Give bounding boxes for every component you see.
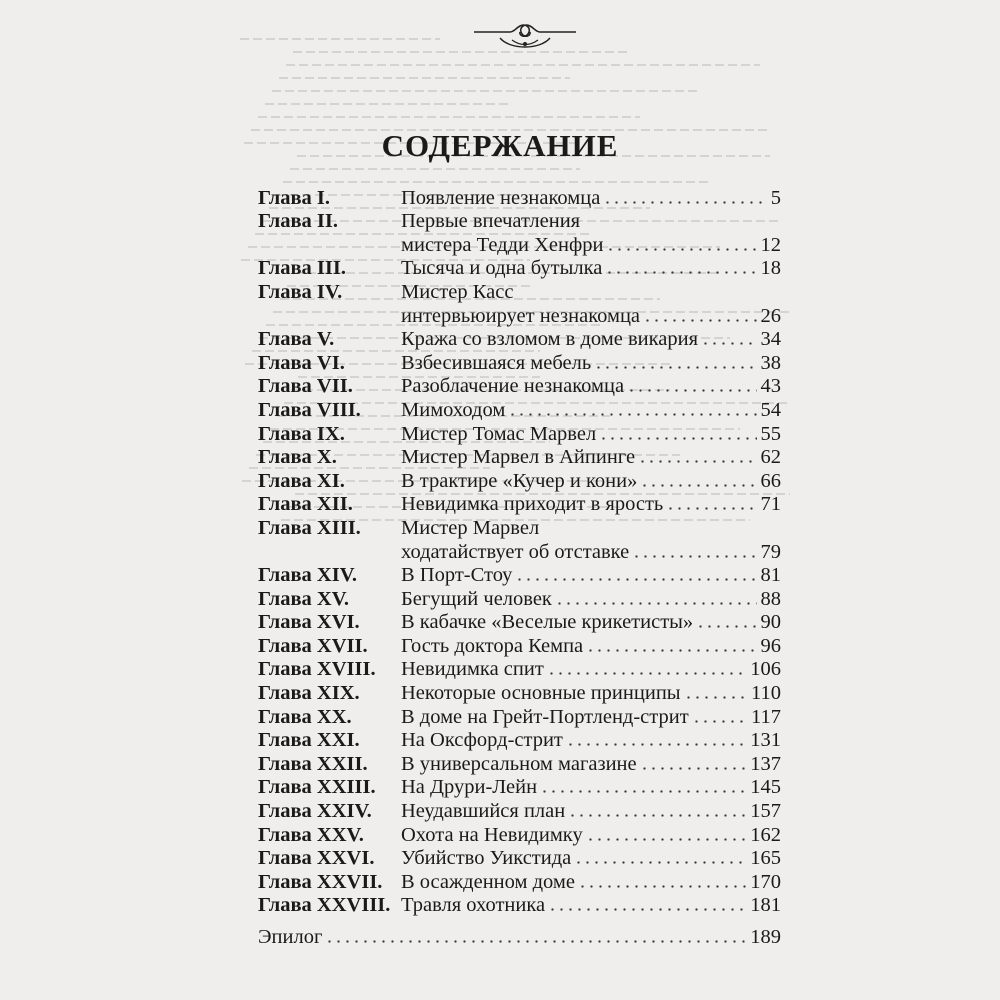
- bleed-line: [258, 116, 640, 118]
- dot-leader: [568, 814, 746, 817]
- bleed-line: [265, 103, 510, 105]
- chapter-title: Тысяча и одна бутылка: [401, 257, 603, 280]
- dot-leader: [606, 248, 756, 251]
- chapter-page: 90: [760, 611, 781, 634]
- dot-leader: [605, 271, 756, 274]
- page-title: СОДЕРЖАНИЕ: [381, 128, 619, 163]
- chapter-title: Кража со взломом в доме викария: [401, 328, 699, 351]
- chapter-title: Взбесившаяся мебель: [401, 351, 592, 374]
- chapter-number: Глава III.: [258, 257, 346, 280]
- toc-entry[interactable]: [258, 446, 781, 470]
- chapter-number: Глава XV.: [258, 587, 350, 610]
- dot-leader: [574, 861, 746, 864]
- chapter-number: Глава XI.: [258, 469, 345, 492]
- toc-entry[interactable]: [258, 186, 781, 210]
- toc-entry-epilog[interactable]: [258, 925, 781, 949]
- chapter-page: 110: [751, 682, 781, 705]
- chapter-number: Глава II.: [258, 210, 339, 233]
- epilog-page: 189: [750, 925, 781, 948]
- chapter-title: Убийство Уикстида: [401, 847, 572, 870]
- chapter-number: Глава XVIII.: [258, 658, 376, 681]
- chapter-number: Глава XXIII.: [258, 776, 376, 799]
- toc-entry[interactable]: [258, 257, 781, 281]
- chapter-page: 62: [760, 446, 781, 469]
- chapter-title: В доме на Грейт-Портленд-стрит: [401, 705, 689, 728]
- toc-entry[interactable]: [258, 328, 781, 352]
- toc-entry[interactable]: [258, 469, 781, 493]
- toc-entry[interactable]: [258, 634, 781, 658]
- chapter-title: В Порт-Стоу: [401, 564, 513, 587]
- toc-entry[interactable]: [258, 658, 781, 682]
- bleed-line: [272, 90, 700, 92]
- chapter-title: Мистер Марвел в Айпинге: [401, 446, 636, 469]
- chapter-number: Глава X.: [258, 446, 337, 469]
- dot-leader: [548, 908, 746, 911]
- chapter-page: 38: [760, 351, 781, 374]
- chapter-page: 117: [751, 705, 781, 728]
- chapter-number: Глава VI.: [258, 351, 345, 374]
- chapter-title: мистера Тедди Хенфри: [401, 233, 604, 256]
- dot-leader: [540, 790, 746, 793]
- dot-leader: [515, 578, 756, 581]
- dot-leader: [603, 201, 763, 204]
- toc-entry[interactable]: [258, 799, 781, 823]
- chapter-title: На Друри-Лейн: [401, 776, 538, 799]
- dot-leader: [627, 389, 756, 392]
- chapter-number: Глава XXII.: [258, 752, 368, 775]
- dot-leader: [684, 696, 747, 699]
- chapter-number: Глава XXV.: [258, 823, 364, 846]
- chapter-number: Глава XXIV.: [258, 800, 372, 823]
- dot-leader: [594, 366, 756, 369]
- chapter-page: 88: [760, 587, 781, 610]
- dot-leader: [692, 720, 747, 723]
- dot-leader: [599, 437, 756, 440]
- chapter-page: 18: [760, 257, 781, 280]
- toc-entry[interactable]: [258, 280, 781, 327]
- epilog-label: Эпилог: [258, 925, 323, 948]
- table-of-contents: [258, 186, 781, 917]
- dot-leader: [696, 625, 756, 628]
- toc-entry[interactable]: [258, 398, 781, 422]
- toc-entry[interactable]: [258, 705, 781, 729]
- chapter-page: 71: [760, 493, 781, 516]
- chapter-number: Глава XVI.: [258, 611, 360, 634]
- chapter-page: 81: [760, 564, 781, 587]
- chapter-title: Некоторые основные принципы: [401, 682, 681, 705]
- chapter-number: Глава XII.: [258, 493, 353, 516]
- dot-leader: [566, 743, 746, 746]
- chapter-number: Глава XXVIII.: [258, 894, 391, 917]
- chapter-title: Мимоходом: [401, 398, 506, 421]
- chapter-page: 55: [760, 422, 781, 445]
- chapter-page: 157: [750, 800, 781, 823]
- chapter-page: 137: [750, 752, 781, 775]
- toc-entry[interactable]: [258, 564, 781, 588]
- dot-leader: [508, 413, 756, 416]
- chapter-page: 12: [760, 233, 781, 256]
- chapter-title: Невидимка приходит в ярость: [401, 493, 664, 516]
- chapter-page: 106: [750, 658, 781, 681]
- bleed-line: [279, 77, 570, 79]
- header-ornament: [470, 18, 580, 54]
- chapter-title: Неудавшийся план: [401, 800, 566, 823]
- chapter-title: В кабачке «Веселые крикетисты»: [401, 611, 694, 634]
- chapter-page: 43: [760, 375, 781, 398]
- toc-entry[interactable]: [258, 493, 781, 517]
- dot-leader: [547, 672, 746, 675]
- dot-leader: [701, 342, 756, 345]
- chapter-number: Глава XX.: [258, 705, 352, 728]
- chapter-page: 170: [750, 870, 781, 893]
- toc-entry[interactable]: [258, 422, 781, 446]
- chapter-title: Мистер Марвел: [401, 516, 540, 539]
- chapter-number: Глава XIII.: [258, 516, 361, 539]
- chapter-page: 165: [750, 847, 781, 870]
- chapter-number: Глава XXVII.: [258, 870, 383, 893]
- toc-entry[interactable]: [258, 752, 781, 776]
- bleed-line: [290, 168, 580, 170]
- toc-entry[interactable]: [258, 210, 781, 257]
- chapter-title: Охота на Невидимку: [401, 823, 583, 846]
- toc-entry[interactable]: [258, 776, 781, 800]
- chapter-title: В осажденном доме: [401, 870, 575, 893]
- toc-entry[interactable]: [258, 611, 781, 635]
- chapter-title: Мистер Касс: [401, 280, 514, 303]
- chapter-page: 54: [760, 398, 781, 421]
- chapter-number: Глава XVII.: [258, 634, 368, 657]
- dot-leader: [586, 838, 747, 841]
- toc-entry[interactable]: [258, 823, 781, 847]
- chapter-page: 34: [760, 328, 781, 351]
- chapter-title: интервьюирует незнакомца: [401, 304, 641, 327]
- chapter-number: Глава I.: [258, 186, 331, 209]
- dot-leader: [666, 507, 756, 510]
- toc-entry[interactable]: [258, 681, 781, 705]
- dot-leader: [638, 460, 756, 463]
- chapter-number: Глава XXVI.: [258, 847, 375, 870]
- chapter-number: Глава XIX.: [258, 682, 360, 705]
- toc-entry[interactable]: [258, 587, 781, 611]
- chapter-title: В универсальном магазине: [401, 752, 637, 775]
- chapter-page: 181: [750, 894, 781, 917]
- bleed-line: [283, 181, 710, 183]
- chapter-page: 5: [770, 186, 781, 209]
- chapter-title: В трактире «Кучер и кони»: [401, 469, 638, 492]
- chapter-title: ходатайствует об отставке: [401, 540, 630, 563]
- chapter-number: Глава VIII.: [258, 398, 361, 421]
- toc-entry[interactable]: [258, 516, 781, 563]
- bleed-line: [240, 38, 440, 40]
- dot-leader: [640, 484, 756, 487]
- toc-entry[interactable]: [258, 351, 781, 375]
- dot-leader: [632, 555, 756, 558]
- chapter-title: На Оксфорд-стрит: [401, 729, 563, 752]
- chapter-page: 66: [760, 469, 781, 492]
- chapter-page: 162: [750, 823, 781, 846]
- dot-leader: [586, 649, 756, 652]
- chapter-number: Глава XXI.: [258, 729, 360, 752]
- toc-entry[interactable]: [258, 729, 781, 753]
- chapter-title: Травля охотника: [401, 894, 546, 917]
- toc-entry[interactable]: [258, 870, 781, 894]
- chapter-number: Глава XIV.: [258, 564, 357, 587]
- toc-entry[interactable]: [258, 894, 781, 918]
- dot-leader: [578, 885, 746, 888]
- chapter-number: Глава V.: [258, 328, 335, 351]
- chapter-page: 131: [750, 729, 781, 752]
- dot-leader: [643, 319, 756, 322]
- chapter-page: 26: [760, 304, 781, 327]
- chapter-title: Разоблачение незнакомца: [401, 375, 625, 398]
- chapter-page: 145: [750, 776, 781, 799]
- bleed-line: [286, 64, 760, 66]
- chapter-page: 96: [760, 634, 781, 657]
- chapter-title: Мистер Томас Марвел: [401, 422, 597, 445]
- toc-entry[interactable]: [258, 847, 781, 871]
- chapter-title: Бегущий человек: [401, 587, 552, 610]
- dot-leader: [555, 602, 757, 605]
- dot-leader: [325, 940, 746, 943]
- chapter-title: Первые впечатления: [401, 210, 581, 233]
- chapter-title: Появление незнакомца: [401, 186, 601, 209]
- dot-leader: [640, 767, 747, 770]
- chapter-title: Гость доктора Кемпа: [401, 634, 584, 657]
- chapter-number: Глава IV.: [258, 280, 343, 303]
- chapter-number: Глава VII.: [258, 375, 353, 398]
- chapter-number: Глава IX.: [258, 422, 345, 445]
- chapter-title: Невидимка спит: [401, 658, 544, 681]
- toc-entry[interactable]: [258, 375, 781, 399]
- chapter-page: 79: [760, 540, 781, 563]
